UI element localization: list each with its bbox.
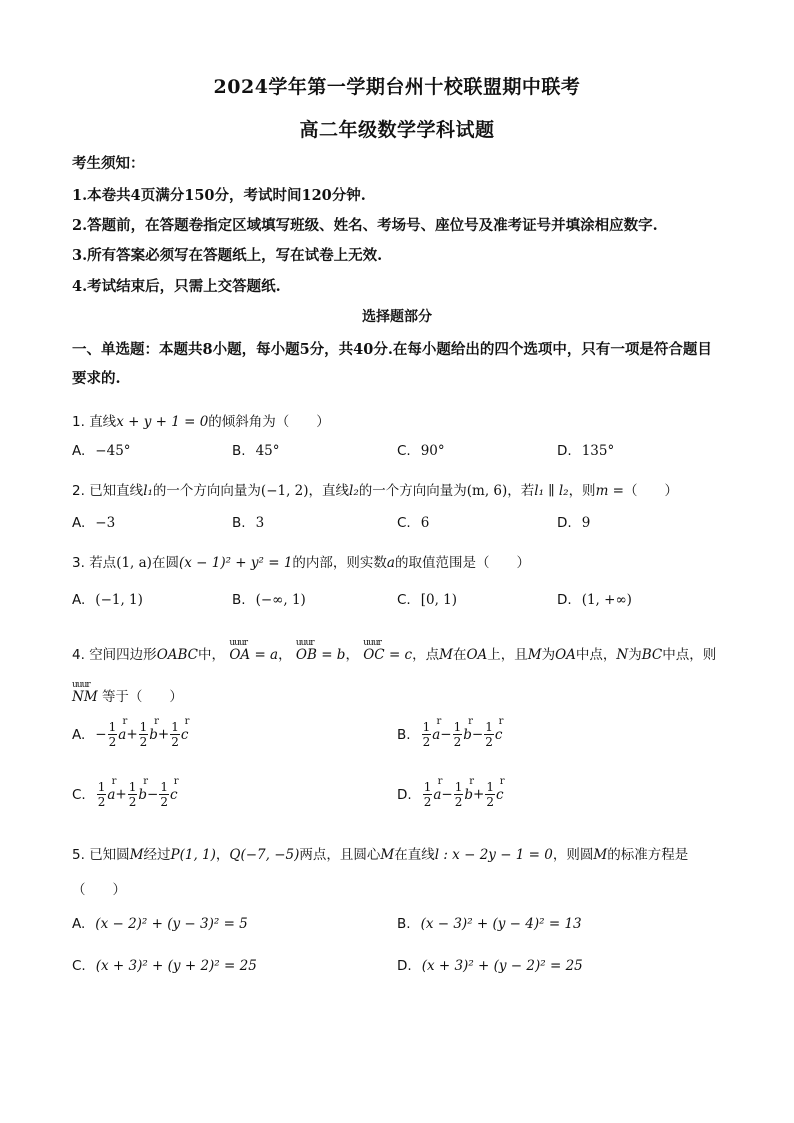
question-text: 若点	[89, 555, 117, 571]
option-b: B. (x − 3)² + (y − 4)² = 13	[397, 916, 582, 932]
math-expression: = b	[321, 647, 346, 663]
notice-item-1: 1.本卷共4页满分150分，考试时间120分钟.	[72, 187, 366, 204]
question-text: 为	[541, 647, 556, 663]
option-c: C. 6	[397, 515, 430, 531]
option-b: B. 45°	[232, 443, 280, 459]
notice-item-2: 2.答题前，在答题卷指定区域填写班级、姓名、考场号、座位号及准考证号并填涂相应数字.	[72, 217, 658, 234]
math-symbol: m =	[595, 483, 624, 499]
math-symbol: BC	[641, 647, 663, 663]
option-b: B. (−∞, 1)	[232, 592, 306, 608]
section-heading: 选择题部分	[362, 309, 432, 325]
math-expression: l₁ ∥ l₂	[534, 483, 569, 499]
question-text: ，若	[507, 483, 535, 499]
question-text: 的一个方向向量为	[358, 483, 467, 499]
question-text: 已知圆	[89, 847, 130, 863]
question-text: 两点，且圆心	[299, 847, 381, 863]
math-symbol: M	[593, 847, 608, 863]
question-1	[72, 410, 722, 430]
math-vector: (−1, 2)	[260, 483, 309, 499]
option-a: A. (x − 2)² + (y − 3)² = 5	[72, 916, 248, 932]
question-text: 为	[628, 647, 642, 663]
option-d: D. (x + 3)² + (y − 2)² = 25	[397, 958, 583, 974]
vector-nm: uuur NM	[72, 676, 98, 718]
option-c: C. 90°	[397, 443, 445, 459]
math-expression: l : x − 2y − 1 = 0	[434, 847, 553, 863]
question-number: 5.	[72, 847, 85, 863]
option-b: B. $\frac{1}{2}$ r a− $\frac{1}{2}$ r b− $\frac{1}{2}$ r c	[397, 720, 502, 749]
option-d: D. $\frac{1}{2}$ r a− $\frac{1}{2}$ r b+ $\frac{1}{2}$ r c	[397, 780, 504, 809]
option-c: C. [0, 1)	[397, 592, 458, 608]
math-expression: = c	[388, 647, 413, 663]
math-symbol: OA	[466, 647, 488, 663]
exam-subtitle: 高二年级数学学科试题	[299, 119, 495, 141]
question-text: 中，	[198, 647, 226, 663]
option-a: A. −3	[72, 515, 116, 531]
math-symbol: M	[129, 847, 144, 863]
question-text: 的取值范围是（ ）	[394, 555, 530, 571]
question-text: 在圆	[151, 555, 179, 571]
question-text: 已知直线	[89, 483, 144, 499]
math-symbol: l₁	[143, 483, 153, 499]
question-text: ，则圆	[552, 847, 594, 863]
math-point: (1, a)	[116, 555, 152, 571]
math-symbol: OA	[555, 647, 576, 663]
vector-oa: uuur OA	[229, 634, 250, 676]
question-text: 直线	[89, 414, 117, 430]
question-2	[72, 479, 722, 499]
question-text: ，则	[568, 483, 596, 499]
question-4: 4. 空间四边形OABC中， uuur OA = a， uuur OB = b， uuur OC = c，点M在OA上，且M为OA中点，N为BC中点，则 uuur NM 等于（ ）	[72, 634, 722, 718]
math-point: P(1, 1)	[170, 847, 216, 863]
option-a: A. −45°	[72, 443, 131, 459]
notice-item-4: 4.考试结束后，只需上交答题纸.	[72, 278, 281, 295]
math-expression: x + y + 1 = 0	[116, 414, 209, 430]
math-vector: (m, 6)	[466, 483, 508, 499]
question-number: 1.	[72, 414, 85, 430]
question-number: 2.	[72, 483, 85, 499]
question-text: 中点，	[575, 647, 617, 663]
question-text: 的一个方向向量为	[152, 483, 261, 499]
question-text: （ ）	[623, 483, 678, 499]
option-a: A. (−1, 1)	[72, 592, 143, 608]
question-text: ，点	[412, 647, 440, 663]
question-text: ，直线	[308, 483, 350, 499]
question-text: 的标准方程是	[607, 847, 689, 863]
part1-instructions: 一、单选题：本题共8小题，每小题5分，共40分.在每小题给出的四个选项中，只有一项是符合题目要求的.	[72, 341, 712, 387]
math-expression: = a	[254, 647, 279, 663]
question-number: 3.	[72, 555, 85, 571]
option-a: A. − $\frac{1}{2}$ r a+ $\frac{1}{2}$ r b+ $\frac{1}{2}$ r c	[72, 720, 188, 749]
option-d: D. (1, +∞)	[557, 592, 632, 608]
math-symbol: OABC	[156, 647, 199, 663]
question-text: 的倾斜角为（ ）	[208, 414, 330, 430]
option-c: C. $\frac{1}{2}$ r a+ $\frac{1}{2}$ r b− $\frac{1}{2}$ r c	[72, 780, 178, 809]
notice-heading: 考生须知：	[72, 155, 145, 172]
math-symbol: M	[439, 647, 453, 663]
question-text: 空间四边形	[89, 647, 157, 663]
question-text: 的内部，则实数	[292, 555, 387, 571]
math-symbol: M	[380, 847, 395, 863]
question-5-paren: （ ）	[72, 882, 126, 898]
question-5	[72, 843, 722, 863]
question-text: 在	[452, 647, 467, 663]
vector-ob: uuur OB	[296, 634, 317, 676]
question-text: 上，且	[487, 647, 528, 663]
math-point: Q(−7, −5)	[229, 847, 300, 863]
question-text: 中点，则	[662, 647, 717, 663]
question-text: 经过	[143, 847, 171, 863]
question-number: 4.	[72, 647, 85, 663]
vector-oc: uuur OC	[363, 634, 384, 676]
question-text: ，	[215, 847, 230, 863]
question-text: 等于（ ）	[101, 689, 183, 705]
option-d: D. 9	[557, 515, 591, 531]
option-d: D. 135°	[557, 443, 615, 459]
math-symbol: N	[616, 647, 629, 663]
math-symbol: l₂	[349, 483, 359, 499]
exam-title: 2024学年第一学期台州十校联盟期中联考	[213, 76, 581, 98]
question-text: 在直线	[394, 847, 435, 863]
question-3	[72, 551, 722, 571]
math-symbol: a	[386, 555, 395, 571]
notice-item-3: 3.所有答案必须写在答题纸上，写在试卷上无效.	[72, 247, 383, 264]
option-c: C. (x + 3)² + (y + 2)² = 25	[72, 958, 257, 974]
math-symbol: M	[527, 647, 542, 663]
option-b: B. 3	[232, 515, 265, 531]
math-expression: (x − 1)² + y² = 1	[178, 555, 293, 571]
